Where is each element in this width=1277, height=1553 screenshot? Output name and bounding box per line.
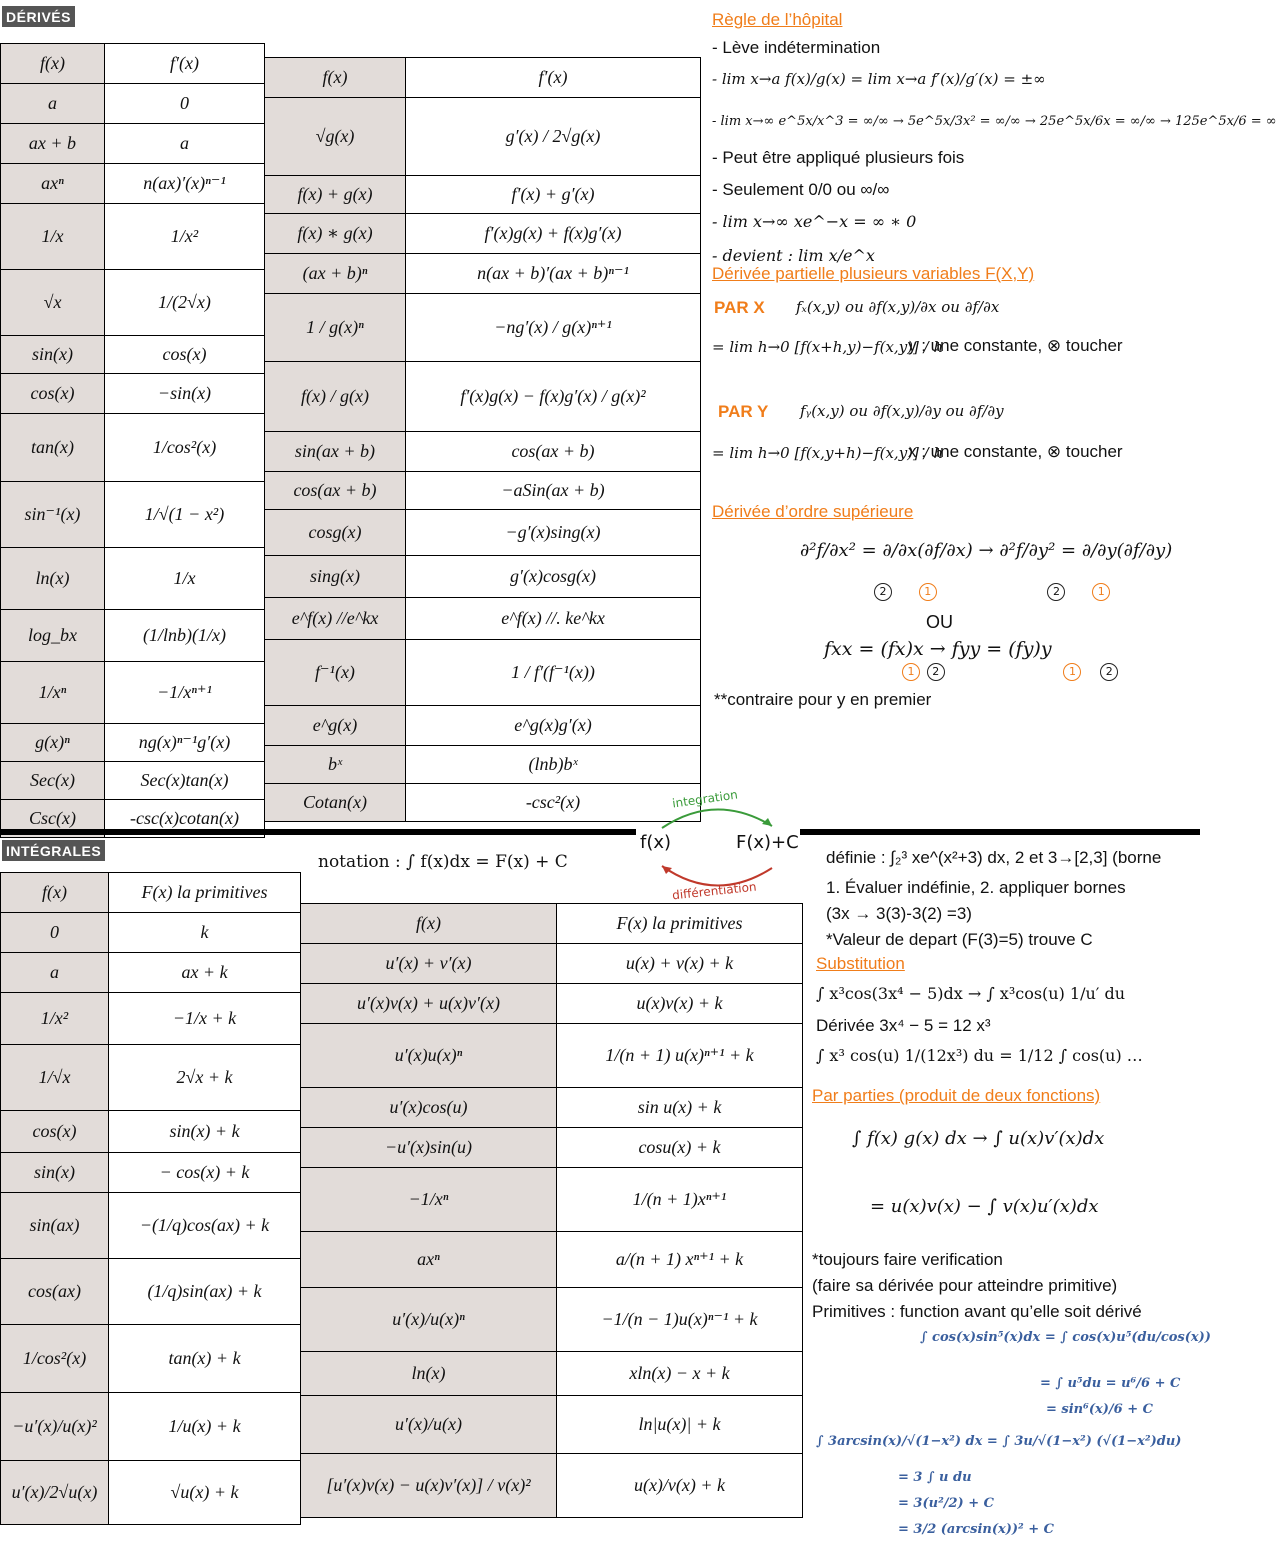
substitution-2: Dérivée 3x⁴ − 5 = 12 x³ [816,1016,991,1035]
cell-result: Sec(x)tan(x) [105,762,265,800]
cell-result: 1 / f′(f⁻¹(x)) [406,640,701,706]
cell-function: u′(x)/2√u(x) [1,1461,109,1525]
table-row [1,1461,301,1525]
cell-result: ng(x)ⁿ⁻¹g′(x) [105,724,265,762]
cell-function: u′(x)v(x) + u(x)v′(x) [301,984,557,1024]
circled-one-icon: 1 [902,663,920,681]
diagram-integration: integration [671,787,739,811]
verif-2: (faire sa dérivée pour atteindre primitive) [812,1276,1118,1295]
cell-function: 1/cos²(x) [1,1325,109,1393]
cell-function: u′(x)cos(u) [301,1088,557,1128]
par-y-limit: = lim h→0 [f(x,y+h)−f(x,y)] / h [712,444,944,462]
diagram-fx: f(x) [640,832,672,853]
substitution-1: ∫ x³cos(3x⁴ − 5)dx → ∫ x³cos(u) 1/u′ du [816,984,1126,1003]
cell-result: cosu(x) + k [557,1128,803,1168]
table-row [265,362,701,432]
table-row [1,1111,301,1153]
table-row [265,746,701,784]
header-result: F(x) la primitives [109,873,301,913]
hopital-line-7: - devient : lim x/e^x [712,246,875,265]
table-row [301,1024,803,1088]
cell-result: −aSin(ax + b) [406,472,701,510]
table-row [1,610,265,662]
notation-line: notation : ∫ f(x)dx = F(x) + C [318,852,568,872]
table-row [265,294,701,362]
table-row [1,1193,301,1259]
partial-title: Dérivée partielle plusieurs variables F(X,Y) [712,264,1035,283]
parties-1: ∫ f(x) g(x) dx → ∫ u(x)v′(x)dx [852,1128,1105,1149]
header-result: F(x) la primitives [557,904,803,944]
section-divider-right [800,829,1200,835]
cell-function: sin⁻¹(x) [1,482,105,548]
table-row [1,724,265,762]
parties-title: Par parties (produit de deux fonctions) [812,1086,1101,1105]
cell-function: f⁻¹(x) [265,640,406,706]
table-row [301,1454,803,1518]
example-2b: = 3 ∫ u du [898,1470,972,1485]
cell-function: sing(x) [265,556,406,598]
cell-result: 1/(n + 1) u(x)ⁿ⁺¹ + k [557,1024,803,1088]
example-1a: ∫ cos(x)sin⁵(x)dx = ∫ cos(x)u⁵(du/cos(x)) [920,1330,1211,1345]
cell-function: tan(x) [1,414,105,482]
table-row [1,1259,301,1325]
table-row [1,993,301,1045]
cell-function: axⁿ [301,1232,557,1288]
table-row [1,762,265,800]
step-2: (3x → 3(3)-3(2) =3) [826,904,972,923]
cell-function: sin(ax) [1,1193,109,1259]
hopital-line-3: - lim x→∞ e^5x/x^3 = ∞/∞ → 5e^5x/3x² = ∞/∞ → 25e^5x/6x = ∞/∞ → 125e^5x/6 = ∞ [712,114,1277,129]
cell-function: −u′(x)/u(x)² [1,1393,109,1461]
hopital-title: Règle de l’hôpital [712,10,843,29]
cell-function: Csc(x) [1,800,105,838]
table-row [1,84,265,124]
cell-function: sin(x) [1,1153,109,1193]
cell-result: −1/xⁿ⁺¹ [105,662,265,724]
integrals-table-basic [0,872,301,1525]
par-x-limit: = lim h→0 [f(x+h,y)−f(x,y)] / h [712,338,944,356]
table-row [1,548,265,610]
cell-result: xln(x) − x + k [557,1352,803,1396]
cell-function: 1 / g(x)ⁿ [265,294,406,362]
table-row [1,953,301,993]
table-header-row [265,58,701,98]
circled-one-icon: 1 [919,583,937,601]
cell-function: cos(x) [1,1111,109,1153]
table-row [1,482,265,548]
cell-result: n(ax)′(x)ⁿ⁻¹ [105,164,265,204]
table-row [301,1232,803,1288]
cell-function: a [1,84,105,124]
derivatives-table-rules [264,57,701,822]
cell-result: k [109,913,301,953]
par-x-notation: fₓ(x,y) ou ∂f(x,y)/∂x ou ∂f/∂x [796,298,1000,316]
cell-result: −(1/q)cos(ax) + k [109,1193,301,1259]
cell-function: f(x) / g(x) [265,362,406,432]
circled-one-icon: 1 [1092,583,1110,601]
table-row [1,662,265,724]
table-row [1,164,265,204]
hopital-line-6: - lim x→∞ xe^−x = ∞ ∗ 0 [712,212,917,231]
derivatives-table-basic [0,43,265,838]
table-row [265,214,701,254]
header-fx: f(x) [265,58,406,98]
cell-function: (ax + b)ⁿ [265,254,406,294]
table-row [301,1352,803,1396]
header-fx: f(x) [1,44,105,84]
cell-result: 1/x² [105,204,265,270]
section-tag-integrales: INTÉGRALES [2,840,105,861]
cell-function: √x [1,270,105,336]
hopital-line-5: - Seulement 0/0 ou ∞/∞ [712,180,890,199]
circled-one-icon: 1 [1063,663,1081,681]
cell-function: f(x) + g(x) [265,176,406,214]
cell-result: − cos(x) + k [109,1153,301,1193]
cell-result: 0 [105,84,265,124]
parties-2: = u(x)v(x) − ∫ v(x)u′(x)dx [870,1196,1099,1217]
table-row [301,944,803,984]
cell-result: (1/lnb)(1/x) [105,610,265,662]
cell-function: axⁿ [1,164,105,204]
definie-line: définie : ∫₂³ xe^(x²+3) dx, 2 et 3→[2,3] (borne [826,848,1162,867]
par-y-note: x : une constante, ⊗ toucher [908,442,1123,461]
example-2c: = 3(u²/2) + C [898,1496,994,1511]
cell-result: 1/u(x) + k [109,1393,301,1461]
par-y-notation: fᵧ(x,y) ou ∂f(x,y)/∂y ou ∂f/∂y [800,402,1004,420]
cell-function: u′(x) + v′(x) [301,944,557,984]
table-row [301,984,803,1024]
higher-order-note: **contraire pour y en premier [714,690,932,709]
cell-function: ln(x) [1,548,105,610]
table-header-row [301,904,803,944]
cell-result: g′(x) / 2√g(x) [406,98,701,176]
cell-result: g′(x)cosg(x) [406,556,701,598]
table-header-row [1,873,301,913]
cell-function: −u′(x)sin(u) [301,1128,557,1168]
verif-1: *toujours faire verification [812,1250,1003,1269]
example-1b: = ∫ u⁵du = u⁶/6 + C [1040,1376,1181,1391]
header-fx: f(x) [1,873,109,913]
cell-function: 1/√x [1,1045,109,1111]
cell-result: ln|u(x)| + k [557,1396,803,1454]
cell-function: Sec(x) [1,762,105,800]
table-row [1,414,265,482]
circled-two-icon: 2 [1100,663,1118,681]
par-x-note: y : une constante, ⊗ toucher [908,336,1123,355]
table-row [1,1325,301,1393]
cell-result: 2√x + k [109,1045,301,1111]
cell-result: ax + k [109,953,301,993]
cell-function: ln(x) [301,1352,557,1396]
cell-function: Cotan(x) [265,784,406,822]
table-row [265,98,701,176]
table-row [265,510,701,556]
table-row [301,1168,803,1232]
cell-function: [u′(x)v(x) − u(x)v′(x)] / v(x)² [301,1454,557,1518]
table-row [265,706,701,746]
table-row [301,1288,803,1352]
section-tag-derives: DÉRIVÉS [2,6,75,27]
cell-function: cosg(x) [265,510,406,556]
cell-result: a [105,124,265,164]
cell-result: −1/(n − 1)u(x)ⁿ⁻¹ + k [557,1288,803,1352]
cell-function: cos(ax + b) [265,472,406,510]
higher-order-title: Dérivée d’ordre supérieure [712,502,914,521]
higher-order-eq2: fxx = (fx)x → fyy = (fy)y [824,638,1052,660]
circled-marks-1 [874,580,1110,601]
cell-function: cos(ax) [1,1259,109,1325]
cell-result: −1/x + k [109,993,301,1045]
example-1c: = sin⁶(x)/6 + C [1046,1402,1153,1417]
cell-function: −1/xⁿ [301,1168,557,1232]
diagram-differentiation: différentiation [671,879,758,903]
partial-derivative-section [712,262,1200,482]
table-row [265,640,701,706]
cell-result: (lnb)bˣ [406,746,701,784]
substitution-title: Substitution [816,954,905,973]
table-row [265,254,701,294]
cell-function: cos(x) [1,374,105,414]
hopital-line-1: - Lève indétermination [712,38,881,57]
table-row [301,1396,803,1454]
table-row [1,374,265,414]
table-row [265,556,701,598]
integration-differentiation-diagram [636,787,800,905]
cell-result: 1/cos²(x) [105,414,265,482]
cell-function: bˣ [265,746,406,784]
circled-two-icon: 2 [1047,583,1065,601]
cell-function: sin(x) [1,336,105,374]
table-row [301,1128,803,1168]
cell-function: g(x)ⁿ [1,724,105,762]
cell-result: n(ax + b)′(ax + b)ⁿ⁻¹ [406,254,701,294]
table-row [265,598,701,640]
cell-function: a [1,953,109,993]
table-row [1,1393,301,1461]
circled-marks-2 [902,660,1118,681]
verif-3: Primitives : function avant qu’elle soit dérivé [812,1302,1142,1321]
cell-result: √u(x) + k [109,1461,301,1525]
cell-function: sin(ax + b) [265,432,406,472]
circled-two-icon: 2 [874,583,892,601]
cell-result: sin(x) + k [109,1111,301,1153]
cell-result: u(x)/v(x) + k [557,1454,803,1518]
cell-function: e^g(x) [265,706,406,746]
cell-result: (1/q)sin(ax) + k [109,1259,301,1325]
cell-function: √g(x) [265,98,406,176]
table-row [1,336,265,374]
table-row [301,1088,803,1128]
table-row [1,204,265,270]
example-2a: ∫ 3arcsin(x)/√(1−x²) dx = ∫ 3u/√(1−x²) (√(1−x²)du) [816,1434,1182,1449]
step-3: *Valeur de depart (F(3)=5) trouve C [826,930,1093,949]
table-row [1,1045,301,1111]
example-2d: = 3/2 (arcsin(x))² + C [898,1522,1055,1537]
cell-result: e^g(x)g′(x) [406,706,701,746]
higher-order-ou: OU [926,612,953,632]
cell-result: cos(ax + b) [406,432,701,472]
cell-function: 1/x² [1,993,109,1045]
cell-function: 1/x [1,204,105,270]
cell-result: −sin(x) [105,374,265,414]
cell-function: e^f(x) //e^kx [265,598,406,640]
diagram-Fx: F(x)+C [736,832,799,853]
table-header-row [1,44,265,84]
par-y-label: PAR Y [718,402,769,421]
cell-result: u(x)v(x) + k [557,984,803,1024]
hopital-section [712,10,1277,280]
cell-result: 1/(2√x) [105,270,265,336]
cell-function: u′(x)/u(x)ⁿ [301,1288,557,1352]
header-fx: f(x) [301,904,557,944]
table-row [1,124,265,164]
header-result: f′(x) [105,44,265,84]
cell-result: 1/x [105,548,265,610]
table-row [265,472,701,510]
cell-function: u′(x)u(x)ⁿ [301,1024,557,1088]
par-x-label: PAR X [714,298,765,317]
cell-result: −ng′(x) / g(x)ⁿ⁺¹ [406,294,701,362]
table-row [265,176,701,214]
circled-two-icon: 2 [927,663,945,681]
cell-result: f′(x)g(x) + f(x)g′(x) [406,214,701,254]
cell-function: log_bx [1,610,105,662]
substitution-3: ∫ x³ cos(u) 1/(12x³) du = 1/12 ∫ cos(u) … [816,1046,1143,1065]
integrals-table-rules [300,903,803,1518]
cell-function: ax + b [1,124,105,164]
cell-result: 1/√(1 − x²) [105,482,265,548]
cell-result: tan(x) + k [109,1325,301,1393]
cell-result: a/(n + 1) xⁿ⁺¹ + k [557,1232,803,1288]
cell-result: u(x) + v(x) + k [557,944,803,984]
integral-notes [812,846,1211,1546]
hopital-line-2: - lim x→a f(x)/g(x) = lim x→a f′(x)/g′(x) = ±∞ [712,70,1046,88]
higher-order-section [712,500,1200,720]
cell-result: f′(x) + g′(x) [406,176,701,214]
higher-order-eq1: ∂²f/∂x² = ∂/∂x(∂f/∂x) → ∂²f/∂y² = ∂/∂y(∂f/∂y) [800,540,1173,561]
cell-result: 1/(n + 1)xⁿ⁺¹ [557,1168,803,1232]
section-divider-left [0,829,636,835]
table-row [1,1153,301,1193]
cell-result: f′(x)g(x) − f(x)g′(x) / g(x)² [406,362,701,432]
cell-function: u′(x)/u(x) [301,1396,557,1454]
table-row [265,432,701,472]
hopital-line-4: - Peut être appliqué plusieurs fois [712,148,965,167]
cell-result: e^f(x) //. ke^kx [406,598,701,640]
cell-result: -csc²(x) [406,784,701,822]
table-row [1,913,301,953]
cell-result: -csc(x)cotan(x) [105,800,265,838]
cell-result: cos(x) [105,336,265,374]
step-1: 1. Évaluer indéfinie, 2. appliquer bornes [826,878,1126,897]
cell-result: sin u(x) + k [557,1088,803,1128]
cell-result: −g′(x)sing(x) [406,510,701,556]
cell-function: 0 [1,913,109,953]
header-result: f′(x) [406,58,701,98]
cell-function: f(x) ∗ g(x) [265,214,406,254]
table-row [1,270,265,336]
cell-function: 1/xⁿ [1,662,105,724]
